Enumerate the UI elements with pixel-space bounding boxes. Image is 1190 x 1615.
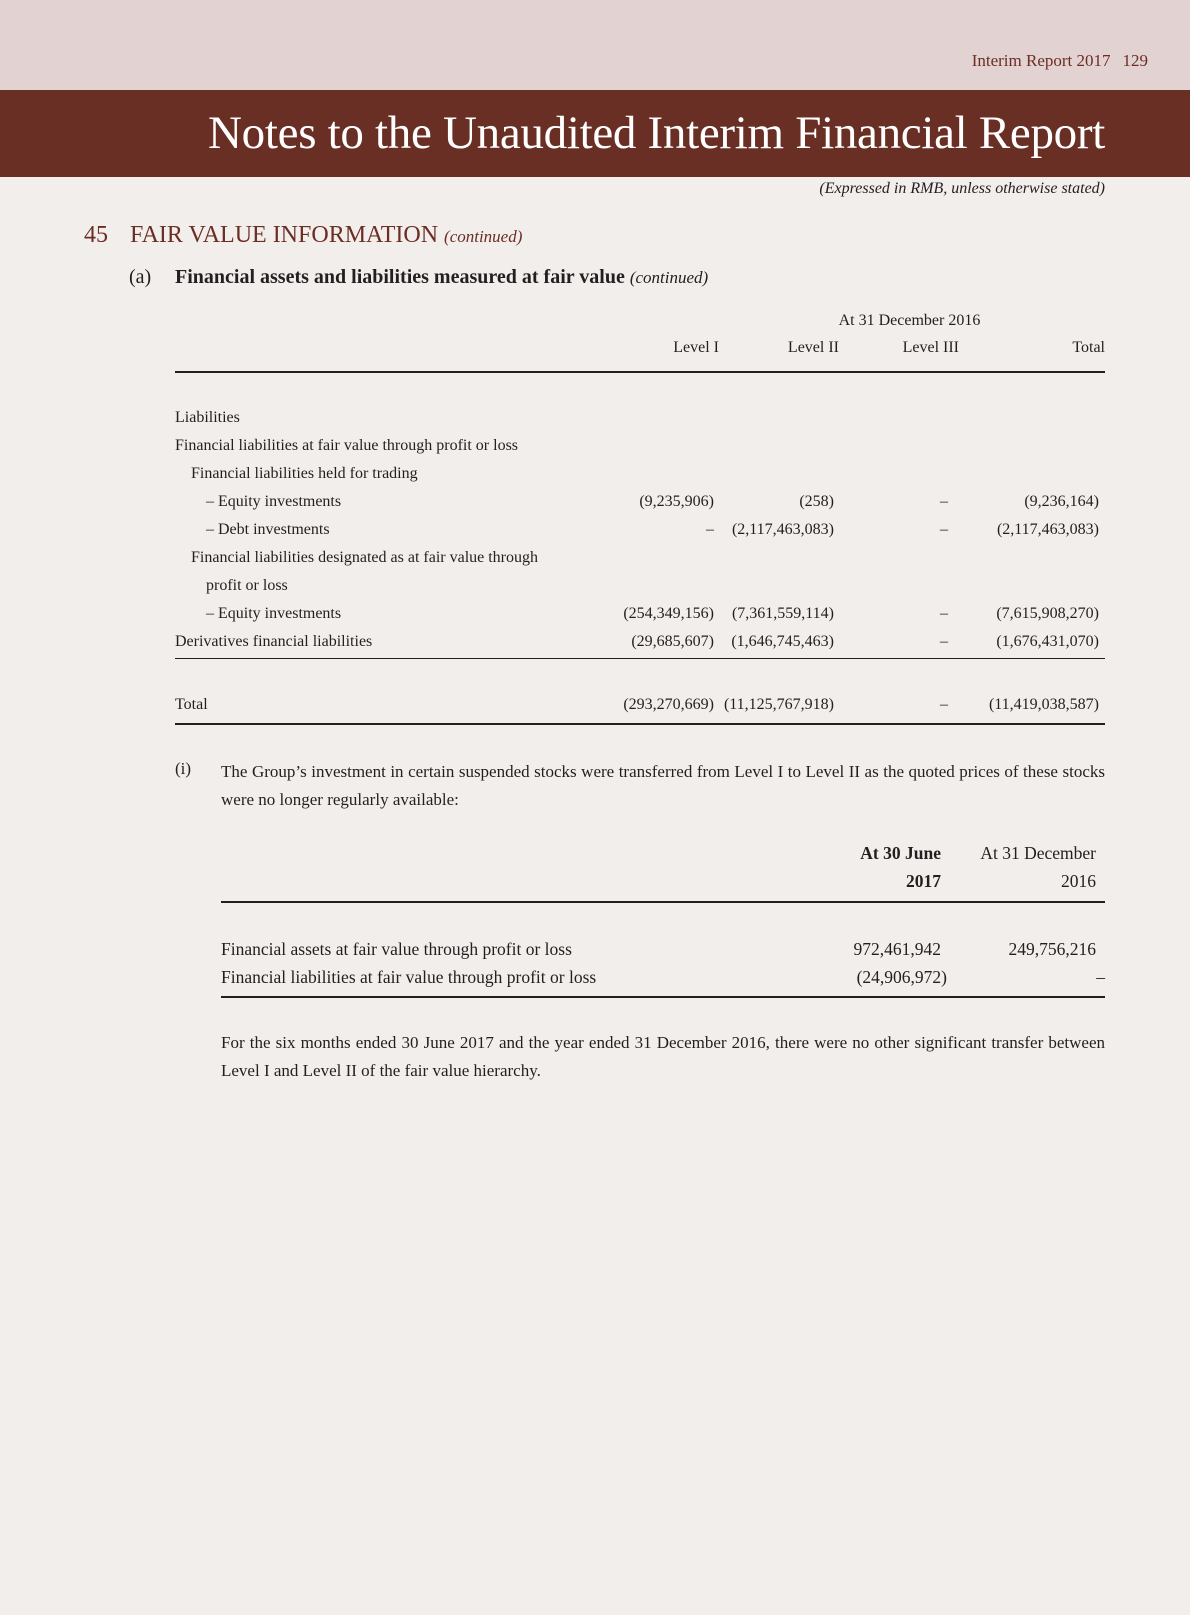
column-header: Level I (673, 339, 719, 356)
subsection-label: (a) (129, 266, 152, 288)
total-value: – (940, 696, 948, 713)
subsection-continued: (continued) (629, 268, 709, 287)
subsection-title: Financial assets and liabilities measured at fair value (175, 266, 625, 288)
note-text: The Group’s investment in certain suspended stocks were transferred from Level I to Level II as the quoted prices of these stocks were no longer regularly available: (221, 762, 1105, 809)
row-label: Financial liabilities at fair value through profit or loss (221, 967, 597, 987)
cell-value: (7,615,908,270) (996, 605, 1099, 622)
row-label: Financial liabilities designated as at fair value through (191, 549, 539, 566)
cell-value: (1,676,431,070) (996, 633, 1099, 650)
cell-value: 249,756,216 (1008, 939, 1096, 959)
cell-value: (258) (799, 493, 834, 510)
cell-value: – (940, 605, 948, 622)
section-continued: (continued) (444, 227, 523, 246)
column-header: 2016 (1061, 871, 1096, 891)
cell-value: (9,235,906) (639, 493, 714, 510)
column-header: At 30 June (860, 843, 941, 863)
currency-note: (Expressed in RMB, unless otherwise stated) (819, 180, 1105, 197)
total-value: (11,419,038,587) (988, 696, 1099, 713)
total-value: (293,270,669) (623, 696, 714, 713)
cell-value: (9,236,164) (1024, 493, 1099, 510)
total-rule (175, 723, 1105, 725)
cell-value: – (940, 633, 948, 650)
row-label: Liabilities (175, 409, 240, 426)
page-title: Notes to the Unaudited Interim Financial Report (208, 107, 1105, 159)
column-header: Level III (902, 339, 959, 356)
cell-value: (24,906,972) (856, 967, 947, 987)
cell-value: – (706, 521, 714, 538)
row-label: – Equity investments (206, 605, 342, 622)
row-label: Financial liabilities held for trading (191, 465, 418, 482)
total-rule (221, 996, 1105, 998)
column-header: Total (1072, 339, 1105, 356)
cell-value: (2,117,463,083) (731, 521, 834, 538)
subsection-heading (129, 266, 708, 289)
column-header: Level II (787, 339, 839, 356)
cell-value: (2,117,463,083) (996, 521, 1099, 538)
cell-value: – (940, 521, 948, 538)
header-rule (221, 901, 1105, 903)
section-number: 45 (84, 222, 108, 248)
column-header: At 31 December (980, 843, 1096, 863)
page-number: 129 (1122, 51, 1148, 70)
header-rule (175, 371, 1105, 373)
closing-paragraph: For the six months ended 30 June 2017 and the year ended 31 December 2016, there were no other significant transfer between Level I and Level II of the fair value hierarchy. (221, 1033, 1105, 1080)
column-header: 2017 (906, 871, 941, 891)
cell-value: (7,361,559,114) (731, 605, 834, 622)
cell-value: – (940, 493, 948, 510)
subtotal-rule (175, 658, 1105, 659)
title-band (0, 90, 1190, 177)
table-period-header: At 31 December 2016 (838, 312, 981, 329)
row-label: Financial assets at fair value through profit or loss (221, 939, 572, 959)
row-label: profit or loss (206, 577, 288, 594)
cell-value: (254,349,156) (623, 605, 714, 622)
cell-value: (1,646,745,463) (731, 633, 834, 650)
total-label: Total (175, 696, 208, 713)
cell-value: – (1096, 967, 1105, 987)
note-label: (i) (175, 759, 192, 778)
cell-value: 972,461,942 (853, 939, 941, 959)
report-name: Interim Report 2017 (971, 51, 1111, 70)
total-value: (11,125,767,918) (723, 696, 834, 713)
row-label: – Equity investments (206, 493, 342, 510)
section-title: FAIR VALUE INFORMATION (130, 222, 439, 248)
section-heading (84, 222, 522, 249)
header-band (0, 0, 1190, 90)
row-label: – Debt investments (206, 521, 330, 538)
cell-value: (29,685,607) (631, 633, 714, 650)
row-label: Financial liabilities at fair value through profit or loss (175, 437, 519, 454)
running-head (972, 51, 1148, 71)
row-label: Derivatives financial liabilities (175, 633, 373, 650)
